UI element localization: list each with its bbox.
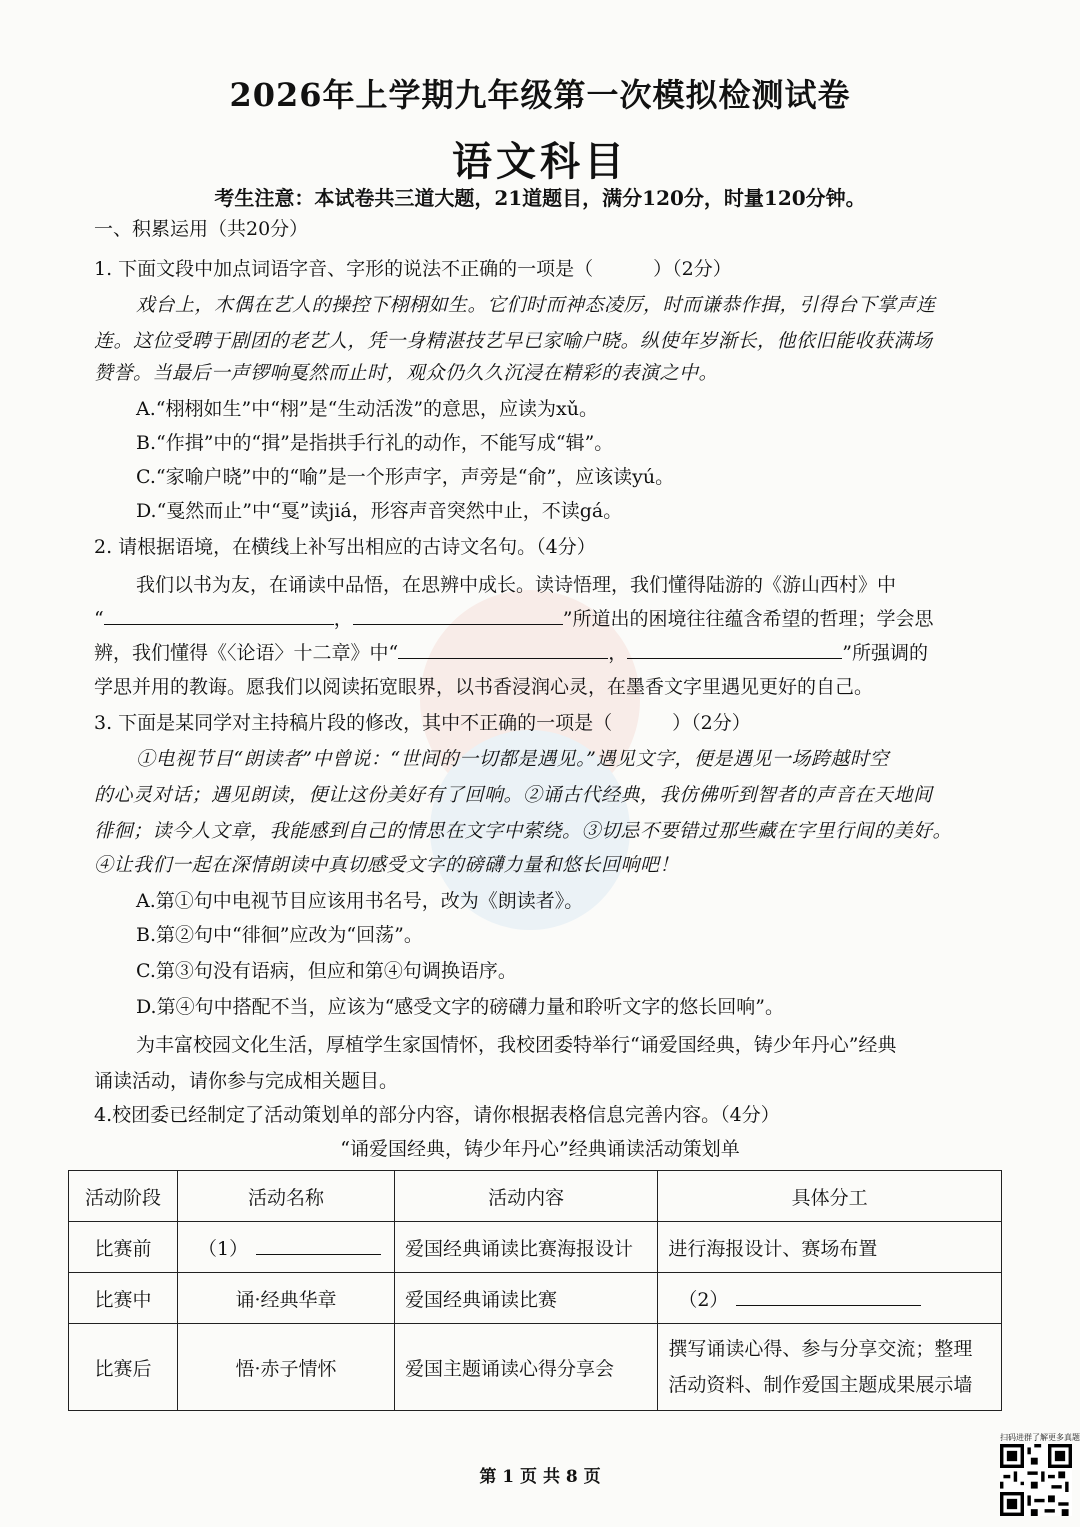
- table-row: [69, 1273, 1002, 1324]
- header-duty: 具体分工: [658, 1171, 1002, 1222]
- question-3-option-b: B.第②句中“徘徊”应改为“回荡”。: [136, 924, 423, 946]
- table-row: [69, 1222, 1002, 1273]
- section-heading: 一、积累运用（共20分）: [94, 218, 309, 240]
- question-1-passage-line: 连。这位受聘于剧团的老艺人，凭一身精湛技艺早已家喻户晓。纵使年岁渐长，他依旧能收获满场: [94, 330, 933, 352]
- exam-title: 2026年上学期九年级第一次模拟检测试卷: [229, 76, 851, 114]
- activity-intro-line: 诵读活动，请你参与完成相关题目。: [94, 1070, 399, 1092]
- question-3-stem: [94, 708, 751, 735]
- cell-name: 诵·经典华章: [178, 1273, 395, 1324]
- cell-content: 爱国经典诵读比赛海报设计: [395, 1222, 658, 1273]
- activity-plan-table: [68, 1170, 1002, 1411]
- cell-stage: 比赛后: [69, 1324, 178, 1411]
- subject-title: 语文科目: [452, 138, 628, 185]
- answer-blank[interactable]: [104, 608, 334, 625]
- question-2-text: ”所强调的: [842, 642, 928, 664]
- answer-blank[interactable]: [627, 642, 842, 659]
- duty-line: 活动资料、制作爱国主题成果展示墙: [668, 1374, 973, 1396]
- question-2-text: ”所道出的困境往往蕴含希望的哲理；学会思: [562, 608, 934, 630]
- cell-name: 悟·赤子情怀: [178, 1324, 395, 1411]
- cell-name: [178, 1222, 395, 1273]
- qr-caption: 扫码进群了解更多真题: [1000, 1433, 1080, 1442]
- page-number: 第 1 页 共 8 页: [479, 1467, 601, 1487]
- table-title: “诵爱国经典，铸少年丹心”经典诵读活动策划单: [340, 1138, 740, 1160]
- question-3-option-c: C.第③句没有语病，但应和第④句调换语序。: [136, 960, 517, 982]
- question-3-option-d: D.第④句中搭配不当，应该为“感受文字的磅礴力量和聆听文字的悠长回响”。: [136, 996, 785, 1018]
- question-2-text: 学思并用的教诲。愿我们以阅读拓宽眼界，以书香浸润心灵，在墨香文字里遇见更好的自己。: [94, 676, 874, 698]
- answer-blank[interactable]: [398, 642, 608, 659]
- question-1-score: ）（2分）: [653, 258, 732, 280]
- blank-label: （1）: [198, 1237, 249, 1260]
- question-2-text: 我们以书为友，在诵读中品悟，在思辨中成长。读诗悟理，我们懂得陆游的《游山西村》中: [136, 574, 897, 596]
- question-1-option-d: D.“戛然而止”中“戛”读jiá，形容声音突然中止，不读gá。: [136, 500, 623, 522]
- table-row: [69, 1324, 1002, 1411]
- cell-stage: 比赛前: [69, 1222, 178, 1273]
- question-2-fill-line: [94, 638, 928, 665]
- question-2-fill-line: [94, 604, 933, 631]
- question-1-option-b: B.“作揖”中的“揖”是指拱手行礼的动作，不能写成“辑”。: [136, 432, 614, 454]
- comma: ，: [333, 608, 353, 630]
- table-header-row: [69, 1171, 1002, 1222]
- question-3-passage-line: 徘徊；读今人文章，我能感到自己的情思在文字中萦绕。③切忌不要错过那些藏在字里行间的美好。: [94, 820, 953, 842]
- question-2-text: 辨，我们懂得《〈论语〉十二章》中“: [94, 642, 399, 664]
- cell-duty: [658, 1273, 1002, 1324]
- answer-blank[interactable]: [736, 1289, 921, 1306]
- activity-intro-line: 为丰富校园文化生活，厚植学生家国情怀，我校团委特举行“诵爱国经典，铸少年丹心”经典: [136, 1034, 897, 1056]
- question-4-stem: 4.校团委已经制定了活动策划单的部分内容，请你根据表格信息完善内容。（4分）: [94, 1104, 780, 1126]
- question-3-passage-line: 的心灵对话；遇见朗读，便让这份美好有了回响。②诵古代经典，我仿佛听到智者的声音在天地间: [94, 784, 933, 806]
- answer-blank[interactable]: [353, 608, 563, 625]
- quote-open: “: [94, 608, 104, 630]
- question-1-passage-line: 戏台上，木偶在艺人的操控下栩栩如生。它们时而神态凌厉，时而谦恭作揖，引得台下掌声连: [136, 294, 936, 316]
- question-3-stem-text: 3. 下面是某同学对主持稿片段的修改，其中不正确的一项是（: [94, 712, 613, 734]
- question-3-passage-line: ①电视节目“朗读者”中曾说：“世间的一切都是遇见。”遇见文字，便是遇见一场跨越时空: [136, 748, 889, 770]
- header-name: 活动名称: [178, 1171, 395, 1222]
- duty-line: 撰写诵读心得、参与分享交流；整理: [668, 1338, 973, 1360]
- question-1-option-c: C.“家喻户晓”中的“喻”是一个形声字，声旁是“俞”，应该读yú。: [136, 466, 675, 488]
- question-3-passage-line: ④让我们一起在深情朗读中真切感受文字的磅礴力量和悠长回响吧！: [94, 854, 680, 876]
- cell-duty: [658, 1324, 1002, 1411]
- cell-stage: 比赛中: [69, 1273, 178, 1324]
- question-1-stem: [94, 254, 732, 281]
- question-1-option-a: A.“栩栩如生”中“栩”是“生动活泼”的意思，应读为xǔ。: [136, 398, 598, 420]
- question-1-passage-line: 赞誉。当最后一声锣响戛然而止时，观众仍久久沉浸在精彩的表演之中。: [94, 362, 719, 384]
- question-3-score: ）（2分）: [672, 712, 751, 734]
- header-content: 活动内容: [395, 1171, 658, 1222]
- comma: ，: [608, 642, 628, 664]
- question-3-option-a: A.第①句中电视节目应该用书名号，改为《朗读者》。: [136, 890, 584, 912]
- blank-label: （2）: [678, 1288, 729, 1311]
- question-1-stem-text: 1. 下面文段中加点词语字音、字形的说法不正确的一项是（: [94, 258, 594, 280]
- qr-code-icon[interactable]: [1000, 1444, 1072, 1516]
- question-2-stem: 2. 请根据语境，在横线上补写出相应的古诗文名句。（4分）: [94, 536, 596, 558]
- cell-content: 爱国主题诵读心得分享会: [395, 1324, 658, 1411]
- cell-duty: 进行海报设计、赛场布置: [658, 1222, 1002, 1273]
- answer-blank[interactable]: [256, 1238, 381, 1255]
- header-stage: 活动阶段: [69, 1171, 178, 1222]
- exam-notice: 考生注意：本试卷共三道大题，21道题目，满分120分，时量120分钟。: [214, 186, 866, 210]
- cell-content: 爱国经典诵读比赛: [395, 1273, 658, 1324]
